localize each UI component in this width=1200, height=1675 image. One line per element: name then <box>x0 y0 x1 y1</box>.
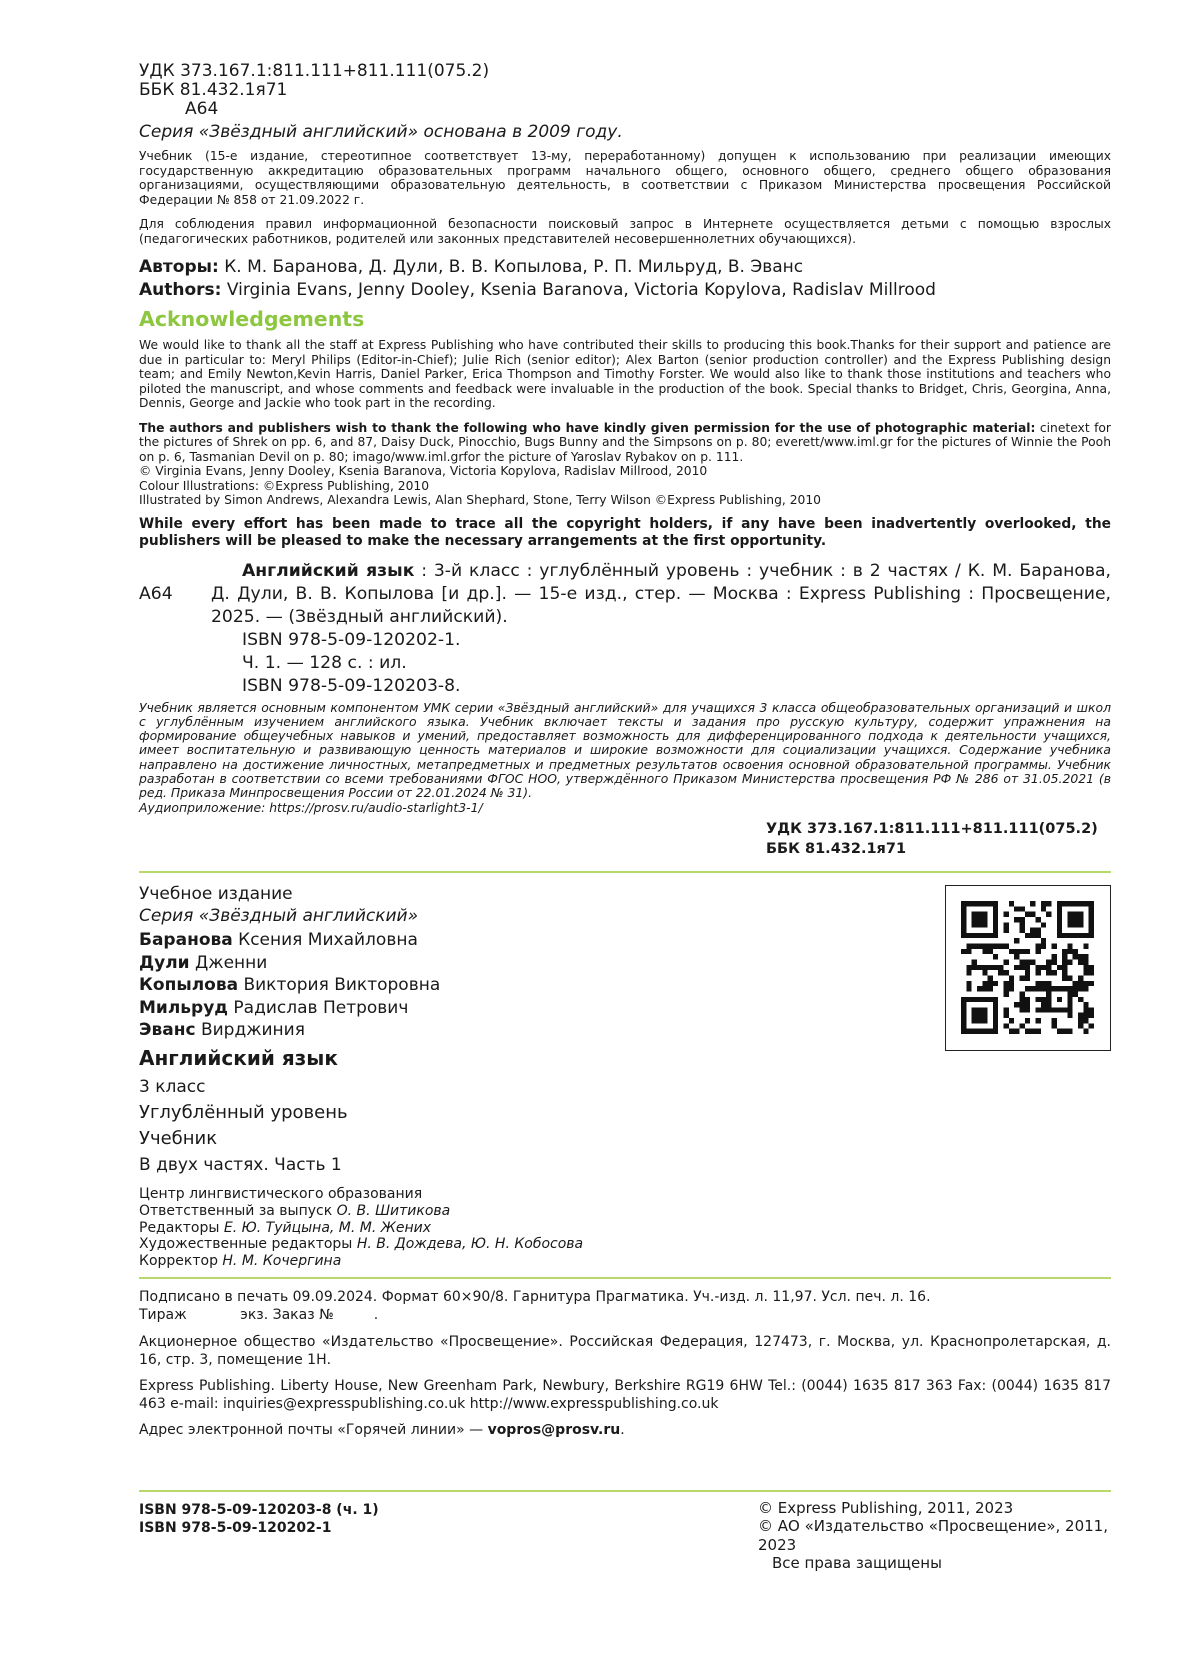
bbk-code: ББК 81.432.1я71 <box>139 80 288 100</box>
safety-text: Для соблюдения правил информационной безопасности поисковый запрос в Интернете осуществляется детьми с помощью взрослых (педагогических работников, родителей или законных представителей несовершеннолетних обучающихся). <box>139 217 1111 246</box>
effort-notice: While every effort has been made to trace all the copyright holders, if any have been inadvertently overlooked, the publishers will be pleased to make the necessary arrangements at the first opportunity. <box>139 515 1111 549</box>
catalog-description: Английский язык : 3-й класс : углублённый уровень : учебник : в 2 частях / К. М. Баранова, Д. Дули, В. В. Копылова [и др.]. — 15-е изд., стер. — Москва : Express Publishing : Просвещение, 2025. — (Звёздный английский). <box>211 560 1111 627</box>
run-info: Тираж экз. Заказ № . <box>139 1306 379 1323</box>
book-parts: В двух частях. Часть 1 <box>139 1155 342 1176</box>
colour-illustrations: Colour Illustrations: ©Express Publishing, 2010 <box>139 478 430 493</box>
acknowledgements-text: We would like to thank all the staff at Express Publishing who have contributed their skills to producing this book.Thanks for their support and patience are due in particular to: Meryl Philips (Editor-in-Chief); Julie Rich (senior editor); Alex Barton (senior production controller) and the Express Publishing design team; and Emily Newton,Kevin Harris, Daniel Parker, Erica Thompson and Timothy Forster. We would also like to thank those institutions and teachers who piloted the manuscript, and whose comments and feedback were invaluable in the production of the book. Special thanks to Bridget, Chris, Georgina, Anna, Dennis, George and Jackie who took part in the recording. <box>139 338 1111 410</box>
author-line: Баранова Ксения Михайловна <box>139 930 418 951</box>
signed-info: Подписано в печать 09.09.2024. Формат 60×90/8. Гарнитура Прагматика. Уч.-изд. л. 11,97. Усл. печ. л. 16. <box>139 1289 931 1306</box>
audio-link: Аудиоприложение: https://prosv.ru/audio-starlight3-1/ <box>139 799 483 815</box>
catalog-part: Ч. 1. — 128 с. : ил. <box>242 652 407 673</box>
grade: 3 класс <box>139 1077 206 1098</box>
publisher-en: Express Publishing. Liberty House, New Greenham Park, Newbury, Berkshire RG19 6HW Tel.: (0044) 1635 817 363 Fax: (0044) 1635 817 463 e-mail: inquiries@expresspublishing.co.uk http://www.expresspublishing.co.uk <box>139 1378 1111 1412</box>
edition-type: Учебное издание <box>139 883 293 904</box>
udk-bbk-bold: УДК 373.167.1:811.111+811.111(075.2) ББК 81.432.1я71 <box>766 820 1098 857</box>
hotline-email[interactable]: vopros@prosv.ru <box>487 1422 621 1439</box>
hotline: Адрес электронной почты «Горячей линии» — vopros@prosv.ru. <box>139 1422 625 1439</box>
authors-ru: Авторы: К. М. Баранова, Д. Дули, В. В. Копылова, Р. П. Мильруд, В. Эванс <box>139 257 804 277</box>
illustrated-by: Illustrated by Simon Andrews, Alexandra Lewis, Alan Shephard, Stone, Terry Wilson ©Express Publishing, 2010 <box>139 493 821 507</box>
author-line: Эванс Вирджиния <box>139 1019 305 1040</box>
catalog-entry <box>139 560 1111 698</box>
crew-block: Центр лингвистического образования Ответственный за выпуск О. В. Шитикова Редакторы Е. Ю. Туйцына, М. М. Жених Художественные редакторы Н. В. Дождева, Ю. Н. Кобосова Корректор Н. М. Кочергина <box>139 1186 584 1269</box>
print-info <box>139 1279 1111 1440</box>
catalog-code: А64 <box>139 583 173 604</box>
footer <box>139 1492 1111 1573</box>
udk-code: УДК 373.167.1:811.111+811.111(075.2) <box>139 61 490 81</box>
publisher-ru: Акционерное общество «Издательство «Просвещение». Российская Федерация, 127473, г. Москва, ул. Краснопролетарская, д. 16, стр. 3, помещение 1Н. <box>139 1334 1111 1368</box>
footer-copyright: © Express Publishing, 2011, 2023 © АО «Издательство «Просвещение», 2011, 2023 Все права защищены <box>758 1498 1108 1573</box>
photo-credits: The authors and publishers wish to thank the following who have kindly given permission for the use of photographic material: cinetext for the pictures of Shrek on pp. 6, and 87, Daisy Duck, Pinocchio, Bugs Bunny and the Simpsons on p. 80; everett/www.iml.gr for the pictures of Winnie the Pooh on p. 6, Tasmanian Devil on p. 80; imago/www.iml.grfor the picture of Yaroslav Rybakov on p. 111. <box>139 420 1111 464</box>
approval-text: Учебник (15-е издание, стереотипное соответствует 13-му, переработанному) допущен к использованию при реализации имеющих государственную аккредитацию образовательных программ начального общего, основного общего, среднего общего образования организациями, осуществляющими образовательную деятельность, в соответствии с Приказом Министерства просвещения Российской Федерации № 858 от 21.09.2022 г. <box>139 149 1111 207</box>
classification-block <box>139 62 1111 119</box>
copyright-authors: © Virginia Evans, Jenny Dooley, Ksenia Baranova, Victoria Kopylova, Radislav Millrood, 2010 <box>139 464 708 478</box>
book-kind: Учебник <box>139 1128 218 1150</box>
acknowledgements-title: Acknowledgements <box>139 307 365 331</box>
authors-en: Authors: Virginia Evans, Jenny Dooley, Ksenia Baranova, Victoria Kopylova, Radislav Millrood <box>139 280 936 300</box>
catalog-isbn-part: ISBN 978-5-09-120203-8. <box>242 675 461 696</box>
copyright-page <box>139 61 1111 1573</box>
catalog-isbn-full: ISBN 978-5-09-120202-1. <box>242 629 461 650</box>
author-line: Дули Дженни <box>139 952 268 973</box>
qr-code-icon <box>961 901 1094 1034</box>
authors-block <box>139 256 1111 302</box>
edition-block <box>139 873 1111 1269</box>
author-line: Копылова Виктория Викторовна <box>139 975 441 996</box>
edition-series: Серия «Звёздный английский» <box>139 906 419 927</box>
footer-isbn: ISBN 978-5-09-120203-8 (ч. 1) ISBN 978-5-09-120202-1 <box>139 1501 379 1536</box>
level: Углублённый уровень <box>139 1102 348 1124</box>
author-mark: А64 <box>185 99 219 119</box>
annotation: Учебник является основным компонентом УМК серии «Звёздный английский» для учащихся 3 класса общеобразовательных организаций и школ с углублённым изучением английского языка. Учебник включает тексты и задания про русскую культуру, содержит упражнения на формирование общеучебных навыков и умений, предоставляет возможность для дифференцированного подхода к деятельности учащихся, имеет воспитательную и развивающую ценность материалов и широкие возможности для социализации учащихся. Содержание учебника направлено на достижение личностных, метапредметных и предметных результатов освоения основной образовательной программы. Учебник разработан в соответствии со всеми требованиями ФГОС НОО, утверждённого Приказом Министерства просвещения РФ № 286 от 31.05.2021 (в ред. Приказа Минпросвещения России от 22.01.2024 № 31). <box>139 699 1111 801</box>
series-founded: Серия «Звёздный английский» основана в 2009 году. <box>139 122 623 142</box>
book-title: Английский язык <box>139 1046 338 1071</box>
author-line: Мильруд Радислав Петрович <box>139 997 409 1018</box>
qr-code <box>945 885 1111 1051</box>
